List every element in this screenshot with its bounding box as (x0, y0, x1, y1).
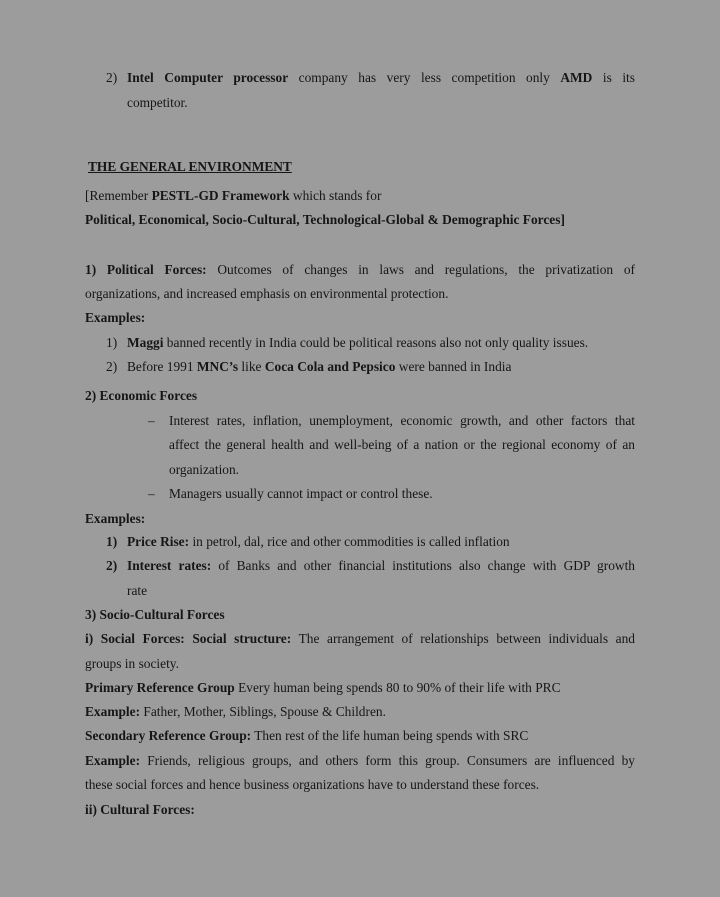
example-item-line-2: rate (127, 583, 148, 598)
socio-cultural-title: 3) Socio-Cultural Forces (85, 607, 225, 622)
example-line: Example: Friends, religious groups, and others form this group. Consumers are influenced by (85, 753, 635, 768)
example-item: Price Rise: in petrol, dal, rice and other commodities is called inflation (127, 534, 510, 549)
social-forces-line: i) Social Forces: Social structure: The arrangement of relationships between individuals and (85, 631, 635, 646)
political-forces-line: 1) Political Forces: Outcomes of changes in laws and regulations, the privatization of (85, 262, 635, 277)
list-number: 2) (106, 70, 118, 85)
political-forces-line-2: organizations, and increased emphasis on environmental protection. (85, 286, 449, 301)
example-line-2: these social forces and hence business organizations have to understand these forces. (85, 777, 540, 792)
intro-item-line: Intel Computer processor company has very less competition only AMD is its (127, 70, 635, 85)
dash-bullet: – (148, 413, 155, 428)
section-heading: THE GENERAL ENVIRONMENT (88, 159, 292, 174)
bullet-line: affect the general health and well-being of a nation or the regional economy of an (169, 437, 635, 452)
examples-label: Examples: (85, 310, 146, 325)
example-line: Example: Father, Mother, Siblings, Spouse & Children. (85, 704, 386, 719)
list-number: 2) (106, 359, 118, 374)
social-forces-line-2: groups in society. (85, 656, 179, 671)
example-item: Maggi banned recently in India could be political reasons also not only quality issues. (127, 335, 589, 350)
list-number: 2) (106, 558, 118, 573)
list-number: 1) (106, 534, 118, 549)
examples-label: Examples: (85, 511, 146, 526)
intro-item-line-2: competitor. (127, 95, 188, 110)
economic-forces-title: 2) Economic Forces (85, 388, 198, 403)
forces-line: Political, Economical, Socio-Cultural, Technological-Global & Demographic Forces] (85, 212, 565, 227)
bullet-line: Interest rates, inflation, unemployment, economic growth, and other factors that (169, 413, 635, 428)
secondary-reference-group: Secondary Reference Group: Then rest of the life human being spends with SRC (85, 728, 529, 743)
dash-bullet: – (148, 486, 155, 501)
remember-line: [Remember PESTL-GD Framework which stands for (85, 188, 382, 203)
example-item: Before 1991 MNC’s like Coca Cola and Pepsico were banned in India (127, 359, 512, 374)
cultural-forces-title: ii) Cultural Forces: (85, 802, 195, 817)
primary-reference-group: Primary Reference Group Every human being spends 80 to 90% of their life with PRC (85, 680, 561, 695)
bullet-line: organization. (169, 462, 240, 477)
example-item: Interest rates: of Banks and other financial institutions also change with GDP growth (127, 558, 635, 573)
bullet-line: Managers usually cannot impact or control these. (169, 486, 433, 501)
list-number: 1) (106, 335, 118, 350)
